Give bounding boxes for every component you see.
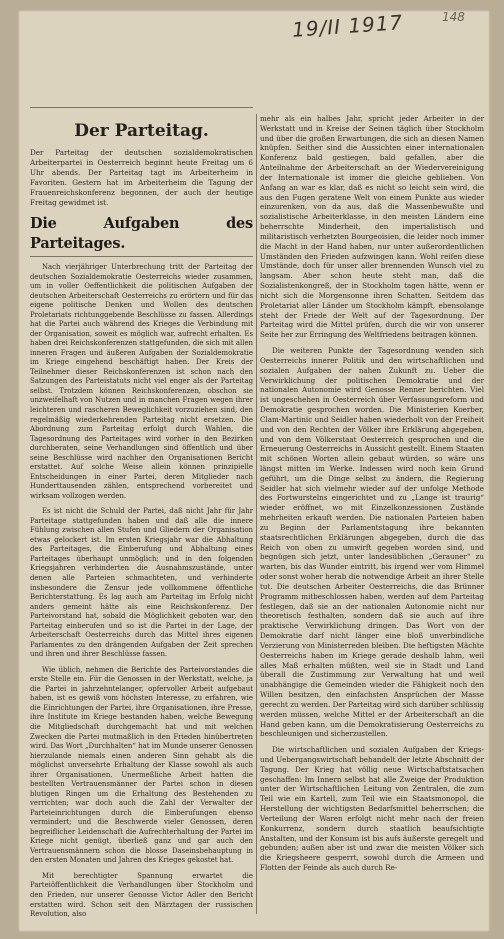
section-kicker: Der Parteitag. — [74, 121, 209, 141]
paragraph: Wie üblich, nehmen die Berichte des Parteivorstandes die erste Stelle ein. Für die Genossen in der Werkstatt, welche, ja die Partei in jahrzehntelanger, opfervoller Arbeit aufgebaut haben, ist es gewiß vom höchsten Interesse, zu erfahren, wie die Einrichtungen der Partei, ihre Organisationen, ihre Presse, ihre Institute im Kriege bestanden haben, welche Bewegung die Mitgliedschaft durchgemacht hat und mit welchen Zwecken die Partei mutmaßlich in den Frieden hinübertreten wird. Das Wort „Durchhalten“ hat im Munde unserer Genossen hierzulande niemals einen anderen Sinn gehabt als die möglichst unversehrte Erhaltung der Klasse sowohl als auch ihrer Organisationen. Unermeßliche Arbeit hatten die bestellten Vertrauensmänner der Partei schon in diesen blutigen Ringen um die Erhaltung des Bestehenden zu verrichten; war doch auch die Zahl der Verwalter der Parteieinrichtungen durch die Einberufungen ebenso vermindert; und die Beschwerde vieler Genossen, deren begreiflicher Leidenschaft die Aufrechterhaltung der Partei im Kriege nicht genügt, überließ ganz und gar auch den Vertrauensmännern schon die blosse Daseinsbehauptung in den ersten Monaten und Jahren des Krieges gekostet hat. — [30, 665, 253, 865]
paragraph: Die weiteren Punkte der Tagesordnung wenden sich Oesterreichs innerer Politik und den wirtschaftlichen und sozialen Aufgaben der nahen Zukunft zu. Ueber die Verwirklichung der politischen Demokratie und der nationalen Autonomie wird Genosse Renner berichten. Viel ist ungeschehen in Oesterreich über Verfassungsreform und Demokratie gesprochen worden. Die Ministerien Koerber, Clam-Martinic und Seidler haben wiederholt von der Freiheit und von den Rechten der Völker ihre Erklärung abgegeben, und von dem Völkerstaat Oesterreich gesprochen und die Erneuerung Oesterreichs in Aussicht gestellt. Einem Staaten mit schönen Worten allein gebaut würden, so wäre uns längst mitten im Werke. Indessen wird noch kein Grund geführt, um die Dinge selbst zu ändern, die Regierung Seidler hat sich vielmehr wieder auf der unfolge Methode des Fortwurstelns eingerichtet und zu „Lange ist traurig“ wieder eröffnet, wo mit Einzelkonzessionen Zustände mehrheiten erkauft werden. Die nationalen Parteien haben zu Beginn der Parlamentstagung ihre bekannten staatsrechtlichen Erklärungen abgegeben, durch die das Reich von oben zu umwirft gegeben worden sind, und begnügen sich jetzt, unter landesüblichen „Gerauner“ zu warten, bis das Wunder eintritt, bis irgend wer vom Himmel oder sonst woher herab die notwendige Arbeit an ihrer Stelle tut. Die deutschen Arbeiter Oesterreichs, die das Brünner Programm mitbeschlossen haben, werden auf dem Parteitag festlegen, daß sie an der nationalen Autonomie nicht nur theoretisch festhalten, sondern daß sie auch auf ihre praktische Verwirklichung dringen. Das Wort von der Demokratie darf nicht länger eine bloß unverbindliche Verzierung von Ministerreden bleiben. Die heftigsten Mächte Oesterreichs haben im Kriege gerade deshalb lahm, weil alles Maß erhalten müßten, weil sie in Stadt und Land überall die Zustimmung zur Verwaltung hat und weil unabhängige die Gemeinden wieder die Fähigkeit noch den Willen besitzen, den einfachsten Ansprüchen der Masse gerecht zu werden. Der Parteitag wird sich darüber schlüssig werden müssen, welche Mittel er der Arbeiterschaft an die Hand geben kann, um die Demokratisierung Oesterreichs zu beschleunigen und sicherzustellen. — [260, 346, 484, 739]
paragraph: Mit berechtigter Spannung erwartet die Parteiöffentlichkeit die Verhandlungen über Stockholm und den Frieden, nur unserer Genosse Victor Adler den Bericht erstatten wird. Schon seit den Märztagen der russischen Revolution, also — [30, 871, 253, 919]
handwritten-date: 19/II 1917 — [291, 10, 404, 42]
right-column — [260, 114, 484, 873]
paragraph: Es ist nicht die Schuld der Partei, daß nicht Jahr für Jahr Parteitage stattgefunden haben und daß alle die innere Fühlung zwischen allen Stufen und Gliedern der Organisation etwas gelockert ist. Im ersten Kriegsjahr war die Abhaltung des Parteitages, die Einberufung und Abhaltung eines Parteitages überhaupt unmöglich; und in den folgenden Kriegsjahren verhinderten die Ausnahmszustände, unter denen alle Parteien schmachteten, und verhinderte insbesondere die Zensur jede vollkommene öffentliche Berichterstattung. Es lag auch am Parteitag im Erfolg nicht anders gemeint hätte als eine Reichskonferenz. Der Parteivorstand hat, sobald die Möglichkeit geboten war, den Parteitag einberufen und so ist die Partei in der Lage, der Arbeiterschaft Oesterreichs durch das Mittel ihres eigenen Parlamentes zu den drängenden Aufgaben der Zeit sprechen und ihren und ihrer Beschlüsse fassen. — [30, 507, 253, 659]
paragraph: Nach vierjähriger Unterbrechung tritt der Parteitag der deutschen Sozialdemokratie Oesterreichs wieder zusammen, um in voller Oeffentlichkeit die politischen Aufgaben der deutschen Arbeiterschaft Oesterreichs zu erörtern und für das eigene politische Denken und Wollen des deutschen Proletariats richtunggebende Beschlüsse zu fassen. Allerdings hat die Partei auch während des Krieges die Verbindung mit der Organisation, soweit es möglich war, aufrecht erhalten. Es haben drei Reichskonferenzen stattgefunden, die sich mit allen inneren Fragen und äußeren Aufgaben der Sozialdemokratie im Kriege eingehend beschäftigt haben. Der Kreis der Teilnehmer dieser Reichskonferenzen ist schon nach den Satzungen des Parteistatuts nicht viel enger als der Parteitag selbst. Trotzdem können Reichskonferenzen, obschon sie unzweifelhaft von Nutzen und in manchen Fragen wegen ihrer leichteren und rascheren Beweglichkeit vorzuziehen sind, den regelmäßig wiederkehrenden Parteitag nicht ersetzen. Die Abordnung zum Parteitag erfolgt durch Wahlen, die Tagesordnung des Parteitages wird vorher in den Bezirken durchberaten, seine Verhandlungen sind öffentlich und über seine Beschlüsse wird nachher den Organisationen Bericht erstattet. Auf solche Weise allein können prinzipielle Entscheidungen in einer Partei, deren Mitglieder nach Hunderttausenden zählen, entsprechend vorbereitet und wirksam vollzogen werden. — [30, 263, 253, 500]
paragraph: mehr als ein halbes Jahr, spricht jeder Arbeiter in der Werkstatt und in Kreise der Seinen täglich über Stockholm und über die großen Erwartungen, die sich an diesen Namen knüpfen. Seither sind die Aussichten einer internationalen Konferenz bald gestiegen, bald gefallen, aber die Anteilnahme der Arbeiterschaft an der Wiedervereinigung der Internationale ist immer die gleiche geblieben. Von Anfang an war es klar, daß es nicht so leicht sein wird, die aus den Fugen geratene Welt von einem Punkte aus wieder einzurenken, von da aus, daß die Massenbewußte und sozialistische Arbeiterklasse, in den meisten Ländern eine beherrschte Minderheit, den imperialistisch und militaristisch verhetzten Bourgeoisien, die leider noch immer die Macht in der Hand haben, nur unter außerordentlichen Umständen den Frieden aufzwingen kann. Wohl reifen diese Umstände, doch für unser aller brennenden Wunsch viel zu langsam. Aber schon heute steht man, daß die Sozialistenkongreß, der in Stockholm tagen hätte, wenn er nicht sich die Morgensonne ihren Schatten. Seitdem das Proletariat aller Länder um Stockholm kämpft, ebensolange steht der Friede der Welt auf der Tagesordnung. Der Parteitag wird die Mittel prüfen, durch die wir von unserer Seite her zur Erringung des Weltfriedens beitragen können. — [260, 114, 484, 340]
top-rule — [30, 107, 253, 108]
left-column — [30, 112, 253, 920]
column-divider — [256, 114, 257, 914]
article-title: Die Aufgaben des Parteitages. — [30, 214, 253, 257]
paragraph: Die wirtschaftlichen und sozialen Aufgaben der Kriegs- und Uebergangswirtschaft behandelt der letzte Abschnitt der Tagung. Der Krieg hat völlig neue Wirtschaftstatsachen geschaffen: Im Innern selbst hat alle Zweige der Produktion unter der Wirtschaftlichen Leitung von Zentralen, die zum Teil wie ein Kartell, zum Teil wie ein Staatsmonopol, die Herstellung der wichtigsten Bedarfsmittel beherrschen; die Verteilung der Waren erfolgt nicht mehr nach der freien Konkurrenz, sondern durch staatlich beaufsichtigte Anstalten, und der Konsum ist bis aufs äußerste geregelt und gebunden; außen aber ist und zwar die meisten Völker sich die Kriegsheere gesperrt, sowohl durch die Armeen und Flotten der Feinde als auch durch Re- — [260, 745, 484, 873]
archive-page-number: 148 — [442, 10, 465, 24]
lead-notice: Der Parteitag der deutschen sozialdemokratischen Arbeiterpartei in Oesterreich beginnt heute Freitag um 6 Uhr abends. Der Parteitag tagt im Arbeiterheim in Favoriten. Gestern hat im Arbeiterheim die Tagung der Frauenreichskonferenz begonnen, der auch der heutige Freitag gewidmet ist. — [30, 148, 253, 207]
